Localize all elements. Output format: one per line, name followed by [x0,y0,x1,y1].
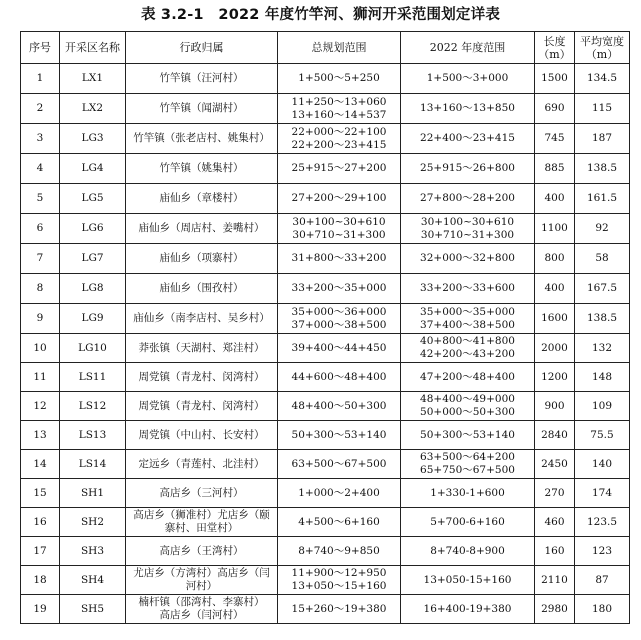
cell-admin [126,450,278,479]
cell-seq: 13 [21,421,60,450]
cell-plan [278,124,401,154]
cell-width: 92 [575,214,630,244]
header-admin: 行政归属 [126,32,278,64]
cell-admin [126,334,278,363]
cell-admin-line: 周党镇（青龙村、闵湾村） [138,399,265,412]
cell-admin-line: 高店乡（狮准村）尤店乡（颐 [133,509,270,521]
cell-year2022 [401,154,535,184]
cell-plan-line: 13+050～15+160 [291,580,387,592]
cell-plan [278,363,401,392]
cell-year2022-line: 13+160～13+850 [420,102,515,114]
table-row [21,94,630,124]
table-row [21,274,630,304]
cell-zone: LG3 [60,124,126,154]
cell-width: 138.5 [575,304,630,334]
cell-seq: 12 [21,392,60,421]
cell-admin [126,566,278,595]
cell-year2022 [401,244,535,274]
cell-width: 180 [575,595,630,624]
cell-admin-line: 竹竿镇（姚集村） [159,162,244,174]
cell-seq: 15 [21,479,60,508]
cell-plan-line: 25+915～27+200 [291,162,387,174]
cell-width: 148 [575,363,630,392]
cell-length: 160 [535,537,575,566]
table-row [21,244,630,274]
cell-year2022-line: 35+000～35+000 [420,305,515,318]
cell-zone: LG7 [60,244,126,274]
cell-plan [278,94,401,124]
cell-seq: 3 [21,124,60,154]
cell-year2022 [401,214,535,244]
cell-zone: SH3 [60,537,126,566]
cell-plan [278,184,401,214]
cell-length: 2110 [535,566,575,595]
cell-width: 87 [575,566,630,595]
cell-zone: LS14 [60,450,126,479]
cell-seq: 1 [21,64,60,94]
cell-seq: 10 [21,334,60,363]
header-row [21,32,630,64]
cell-plan [278,304,401,334]
cell-admin [126,508,278,537]
cell-width: 109 [575,392,630,421]
cell-seq: 6 [21,214,60,244]
cell-seq: 9 [21,304,60,334]
cell-year2022 [401,124,535,154]
cell-width: 123 [575,537,630,566]
cell-plan [278,450,401,479]
cell-plan-line: 63+500～67+500 [291,457,387,470]
table-row [21,363,630,392]
cell-seq: 2 [21,94,60,124]
cell-plan-line: 50+300～53+140 [291,428,387,441]
cell-width: 115 [575,94,630,124]
cell-admin-line: 周党镇（中山村、长安村） [138,428,265,441]
cell-seq: 5 [21,184,60,214]
cell-year2022 [401,334,535,363]
cell-admin [126,214,278,244]
cell-admin [126,421,278,450]
cell-seq: 8 [21,274,60,304]
cell-year2022-line: 37+400～38+500 [420,318,515,331]
cell-year2022-line: 42+200～43+200 [420,348,515,360]
header-length-unit: （m） [538,47,571,61]
cell-admin [126,304,278,334]
cell-length: 2450 [535,450,575,479]
cell-plan-line: 37+000～38+500 [291,318,387,331]
table-row [21,334,630,363]
cell-admin-line: 寨村、田堂村） [164,522,239,534]
cell-width: 140 [575,450,630,479]
cell-length: 1200 [535,363,575,392]
cell-plan [278,274,401,304]
cell-zone: LS11 [60,363,126,392]
header-length [535,32,575,64]
cell-year2022 [401,450,535,479]
cell-zone: LX1 [60,64,126,94]
cell-length: 800 [535,244,575,274]
table-row [21,566,630,595]
cell-plan-line: 31+800～33+200 [291,252,387,264]
cell-plan-line: 11+900～12+950 [291,567,387,579]
cell-zone: LG5 [60,184,126,214]
cell-year2022-line: 25+915～26+800 [420,162,515,174]
cell-plan-line: 4+500～6+160 [298,515,380,528]
cell-plan [278,154,401,184]
table-row [21,124,630,154]
cell-zone: LS13 [60,421,126,450]
cell-admin-line: 竹竿镇（闻湖村） [159,102,244,114]
cell-length: 745 [535,124,575,154]
cell-admin-line: 庙仙乡（南李店村、吴乡村） [133,312,270,324]
cell-plan [278,508,401,537]
cell-zone: LG4 [60,154,126,184]
cell-plan [278,64,401,94]
cell-admin-line: 周党镇（青龙村、闵湾村） [138,370,265,383]
table-title: 表 3.2-1 2022 年度竹竿河、狮河开采范围划定详表 [140,7,501,23]
cell-plan-line: 8+740～9+850 [298,544,380,557]
cell-zone: LX2 [60,94,126,124]
cell-length: 2000 [535,334,575,363]
cell-plan-line: 22+200～23+415 [291,138,387,151]
cell-plan-line: 1+500～5+250 [298,72,380,84]
cell-year2022 [401,363,535,392]
cell-admin-line: 竹竿镇（张老店村、姚集村） [133,132,270,144]
cell-length: 270 [535,479,575,508]
table-row [21,595,630,624]
table-row [21,392,630,421]
cell-year2022-line: 30+710~31+300 [420,228,515,241]
cell-year2022 [401,94,535,124]
cell-admin-line: 高店乡（闫河村） [159,609,244,621]
cell-width: 167.5 [575,274,630,304]
table-row [21,214,630,244]
table-row [21,184,630,214]
cell-year2022 [401,421,535,450]
cell-admin [126,479,278,508]
header-zone: 开采区名称 [60,32,126,64]
cell-plan [278,595,401,624]
cell-length: 1600 [535,304,575,334]
table-row [21,421,630,450]
table-row [21,508,630,537]
cell-zone: LG9 [60,304,126,334]
cell-admin-line: 庙仙乡（项寨村） [159,252,244,264]
cell-year2022-line: 33+200～33+600 [420,282,515,294]
cell-seq: 14 [21,450,60,479]
cell-admin [126,124,278,154]
cell-year2022 [401,595,535,624]
cell-width: 75.5 [575,421,630,450]
cell-zone: LG6 [60,214,126,244]
cell-admin-line: 庙仙乡（章楼村） [159,192,244,204]
cell-plan-line: 39+400～44+450 [291,341,387,354]
cell-year2022 [401,184,535,214]
cell-year2022-line: 50+300～53+140 [420,428,515,441]
cell-year2022 [401,274,535,304]
cell-length: 2980 [535,595,575,624]
cell-length: 690 [535,94,575,124]
cell-plan [278,421,401,450]
cell-length: 1100 [535,214,575,244]
header-width [575,32,630,64]
cell-year2022-line: 22+400～23+415 [420,132,515,144]
cell-admin-line: 高店乡（三河村） [159,486,244,499]
cell-plan-line: 33+200～35+000 [291,282,387,294]
cell-year2022 [401,392,535,421]
table-row [21,154,630,184]
cell-plan-line: 1+000～2+400 [298,486,380,499]
cell-admin-line: 河村） [185,580,218,592]
cell-zone: SH5 [60,595,126,624]
cell-zone: LG10 [60,334,126,363]
cell-width: 138.5 [575,154,630,184]
cell-plan-line: 15+260～19+380 [291,602,387,615]
cell-admin-line: 庙仙乡（围孜村） [159,282,244,294]
cell-admin [126,363,278,392]
cell-admin [126,64,278,94]
cell-width: 187 [575,124,630,154]
cell-width: 134.5 [575,64,630,94]
mining-range-table [20,31,630,624]
cell-year2022 [401,508,535,537]
table-row [21,450,630,479]
cell-plan [278,214,401,244]
cell-plan [278,566,401,595]
cell-year2022-line: 13+050-15+160 [423,573,512,586]
cell-plan [278,334,401,363]
cell-admin [126,537,278,566]
cell-admin [126,94,278,124]
cell-zone: LS12 [60,392,126,421]
cell-plan [278,244,401,274]
cell-admin-line: 尤店乡（方湾村）高店乡（闫 [133,567,270,579]
cell-plan [278,392,401,421]
cell-year2022-line: 5+700-6+160 [430,515,505,528]
cell-seq: 7 [21,244,60,274]
cell-zone: SH1 [60,479,126,508]
cell-length: 400 [535,274,575,304]
cell-zone: SH4 [60,566,126,595]
cell-length: 460 [535,508,575,537]
cell-year2022-line: 65+750～67+500 [420,464,515,476]
cell-plan-line: 13+160～14+537 [291,108,387,121]
table-row [21,304,630,334]
cell-admin [126,184,278,214]
header-width-unit: （m） [585,47,619,61]
cell-admin-line: 庙仙乡（周店村、姜嘴村） [138,222,265,234]
cell-year2022-line: 40+800～41+800 [420,335,515,347]
table-body [21,64,630,624]
cell-year2022 [401,479,535,508]
header-width-label: 平均宽度 [580,34,624,48]
cell-year2022-line: 1+330-1+600 [430,486,505,499]
table-row [21,64,630,94]
cell-year2022-line: 16+400-19+380 [423,602,512,615]
header-length-label: 长度 [543,34,566,48]
cell-admin-line: 楠杆镇（邵湾村、李寨村） [138,596,265,608]
cell-year2022-line: 63+500～64+200 [420,451,515,463]
cell-plan-line: 48+400～50+300 [291,399,387,412]
cell-admin [126,392,278,421]
cell-plan [278,479,401,508]
cell-year2022-line: 48+400～49+000 [420,393,515,405]
cell-year2022-line: 50+000～50+300 [420,406,515,418]
cell-admin [126,274,278,304]
header-plan: 总规划范围 [278,32,401,64]
cell-seq: 17 [21,537,60,566]
header-year2022: 2022 年度范围 [401,32,535,64]
cell-plan-line: 30+710~31+300 [292,228,386,241]
cell-year2022-line: 8+740-8+900 [430,544,505,557]
cell-width: 58 [575,244,630,274]
cell-plan-line: 44+600～48+400 [291,370,387,383]
cell-admin-line: 高店乡（王湾村） [159,544,244,557]
cell-admin-line: 定远乡（青莲村、北洼村） [138,457,265,470]
cell-length: 900 [535,392,575,421]
cell-length: 400 [535,184,575,214]
cell-admin [126,595,278,624]
cell-zone: SH2 [60,508,126,537]
cell-seq: 19 [21,595,60,624]
cell-admin-line: 莽张镇（天湖村、郑洼村） [138,341,265,354]
cell-plan-line: 35+000～36+000 [291,305,387,318]
table-row [21,537,630,566]
cell-plan-line: 30+100~30+610 [292,215,386,228]
cell-width: 123.5 [575,508,630,537]
cell-year2022-line: 1+500～3+000 [426,72,509,84]
cell-length: 1500 [535,64,575,94]
cell-admin [126,154,278,184]
cell-plan-line: 22+000～22+100 [291,125,387,138]
table-row [21,479,630,508]
cell-year2022-line: 32+000～32+800 [420,252,515,264]
cell-year2022-line: 30+100~30+610 [420,215,515,228]
cell-zone: LG8 [60,274,126,304]
cell-seq: 18 [21,566,60,595]
cell-plan-line: 11+250～13+060 [291,95,387,108]
cell-plan-line: 27+200～29+100 [291,192,387,204]
cell-length: 2840 [535,421,575,450]
header-seq: 序号 [21,32,60,64]
cell-width: 174 [575,479,630,508]
cell-year2022 [401,537,535,566]
cell-width: 161.5 [575,184,630,214]
cell-width: 132 [575,334,630,363]
cell-year2022 [401,304,535,334]
cell-length: 885 [535,154,575,184]
cell-year2022 [401,566,535,595]
cell-year2022-line: 27+800～28+200 [420,192,515,204]
cell-year2022-line: 47+200～48+400 [420,370,515,383]
cell-seq: 16 [21,508,60,537]
cell-year2022 [401,64,535,94]
cell-seq: 4 [21,154,60,184]
cell-plan [278,537,401,566]
cell-seq: 11 [21,363,60,392]
cell-admin-line: 竹竿镇（汪河村） [159,72,244,84]
cell-admin [126,244,278,274]
